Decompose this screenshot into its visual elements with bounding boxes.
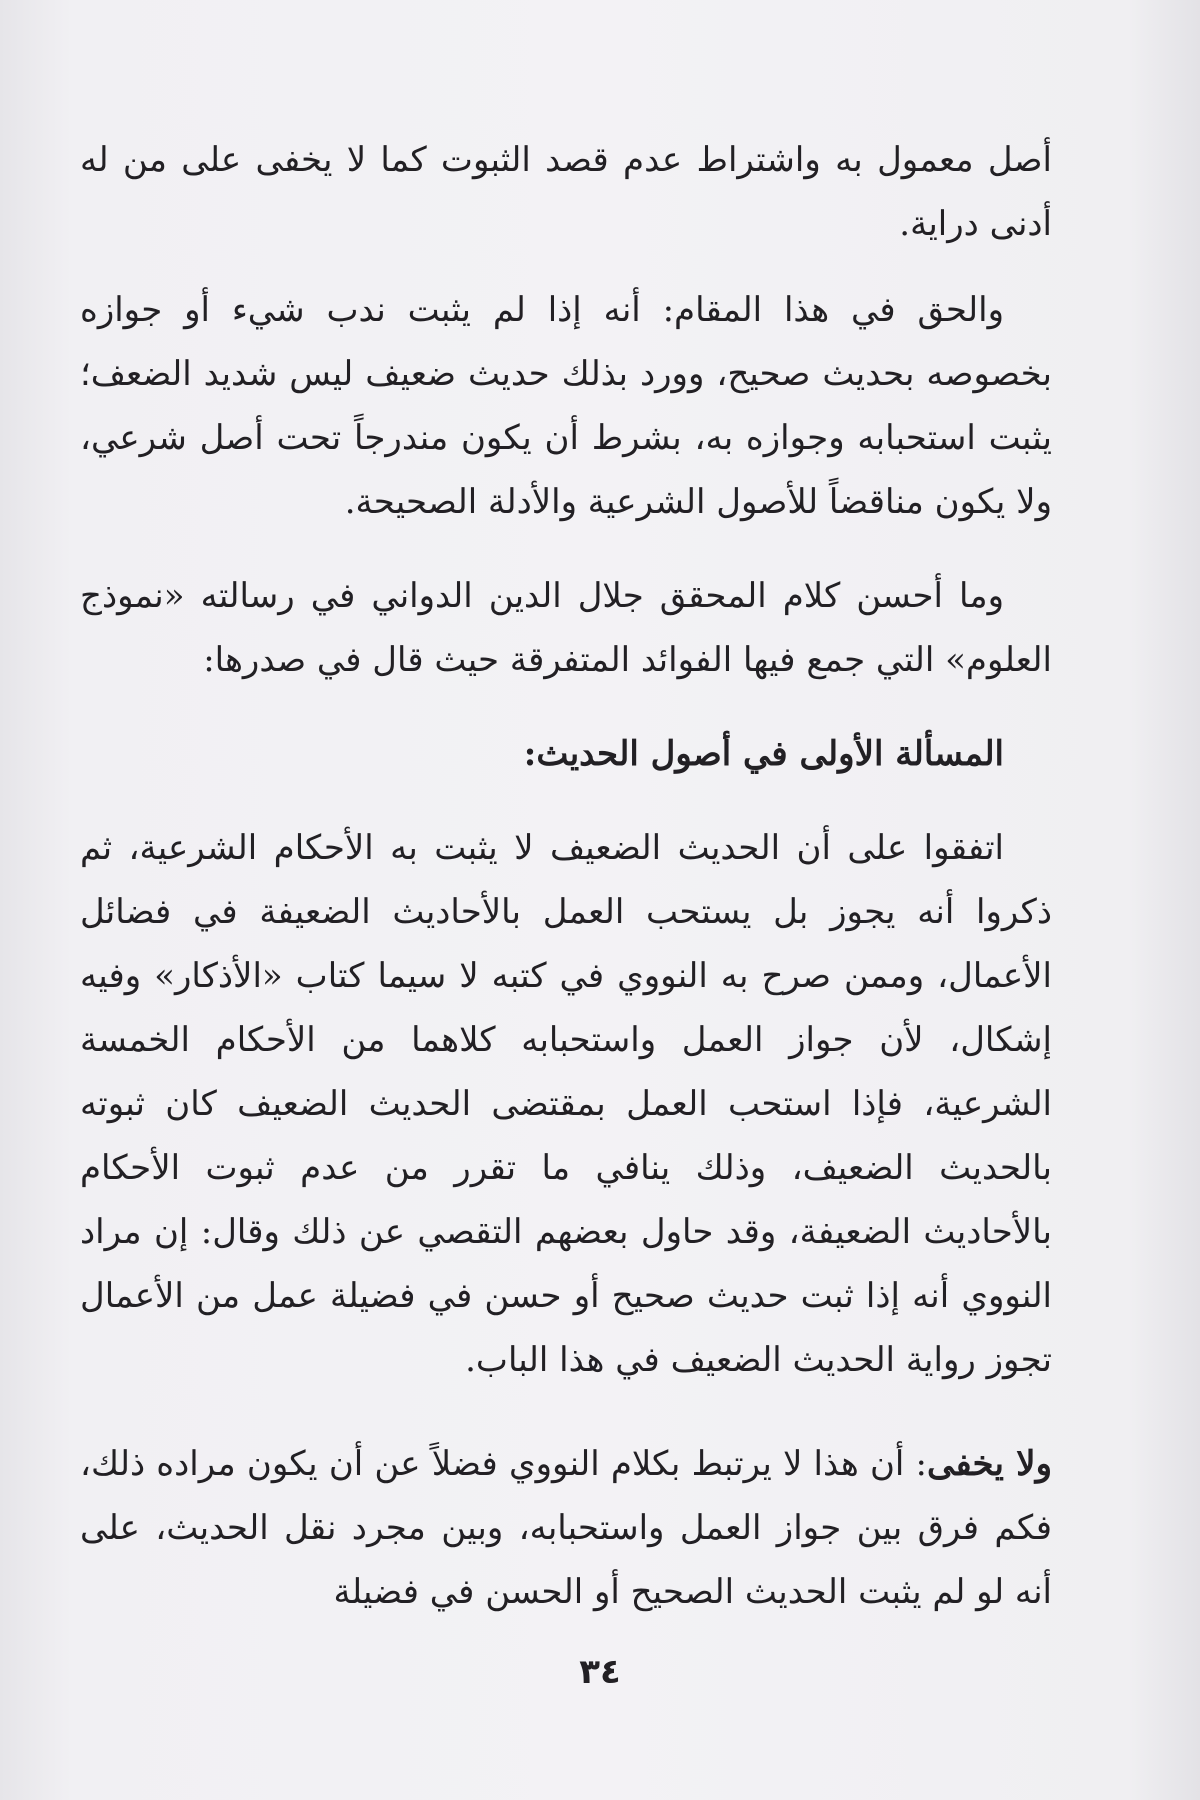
paragraph-truth-of-matter: والحق في هذا المقام: أنه إذا لم يثبت ندب شيء أو جوازه بخصوصه بحديث صحيح، وورد بذلك حديث ضعيف ليس شديد الضعف؛ يثبت استحبابه وجوازه به، بشرط أن يكون مندرجاً تحت أصل شرعي، ولا يكون مناقضاً للأصول الشرعية والأدلة الصحيحة. bbox=[80, 290, 1052, 522]
paragraph-dawani-quote-intro: وما أحسن كلام المحقق جلال الدين الدواني في رسالته «نموذج العلوم» التي جمع فيها الفوائد المتفرقة حيث قال في صدرها: bbox=[80, 576, 1052, 680]
paragraph-continuation: أصل معمول به واشتراط عدم قصد الثبوت كما لا يخفى على من له أدنى دراية. bbox=[80, 140, 1052, 244]
section-heading: المسألة الأولى في أصول الحديث: bbox=[523, 734, 1004, 774]
paragraph-body-text: : أن هذا لا يرتبط بكلام النووي فضلاً عن أن يكون مراده ذلك، فكم فرق بين جواز العمل واستحبابه، وبين مجرد نقل الحديث، على أنه لو لم يثبت الحديث الصحيح أو الحسن في فضيلة bbox=[80, 1444, 1052, 1612]
paragraph-weak-hadith: اتفقوا على أن الحديث الضعيف لا يثبت به الأحكام الشرعية، ثم ذكروا أنه يجوز بل يستحب العمل بالأحاديث الضعيفة في فضائل الأعمال، وممن صرح به النووي في كتبه لا سيما كتاب «الأذكار» وفيه إشكال، لأن جواز العمل واستحبابه كلاهما من الأحكام الخمسة الشرعية، فإذا استحب العمل بمقتضى الحديث الضعيف كان ثبوته بالحديث الضعيف، وذلك ينافي ما تقرر من عدم ثبوت الأحكام بالأحاديث الضعيفة، وقد حاول بعضهم التقصي عن ذلك وقال: إن مراد النووي أنه إذا ثبت حديث صحيح أو حسن في فضيلة عمل من الأعمال تجوز رواية الحديث الضعيف في هذا الباب. bbox=[80, 828, 1053, 1380]
paragraph-not-hidden bbox=[80, 1432, 1052, 1624]
page-body bbox=[80, 128, 1052, 1624]
paragraph-lead-word: ولا يخفى bbox=[927, 1444, 1052, 1484]
page-number: ٣٤ bbox=[579, 1652, 621, 1692]
